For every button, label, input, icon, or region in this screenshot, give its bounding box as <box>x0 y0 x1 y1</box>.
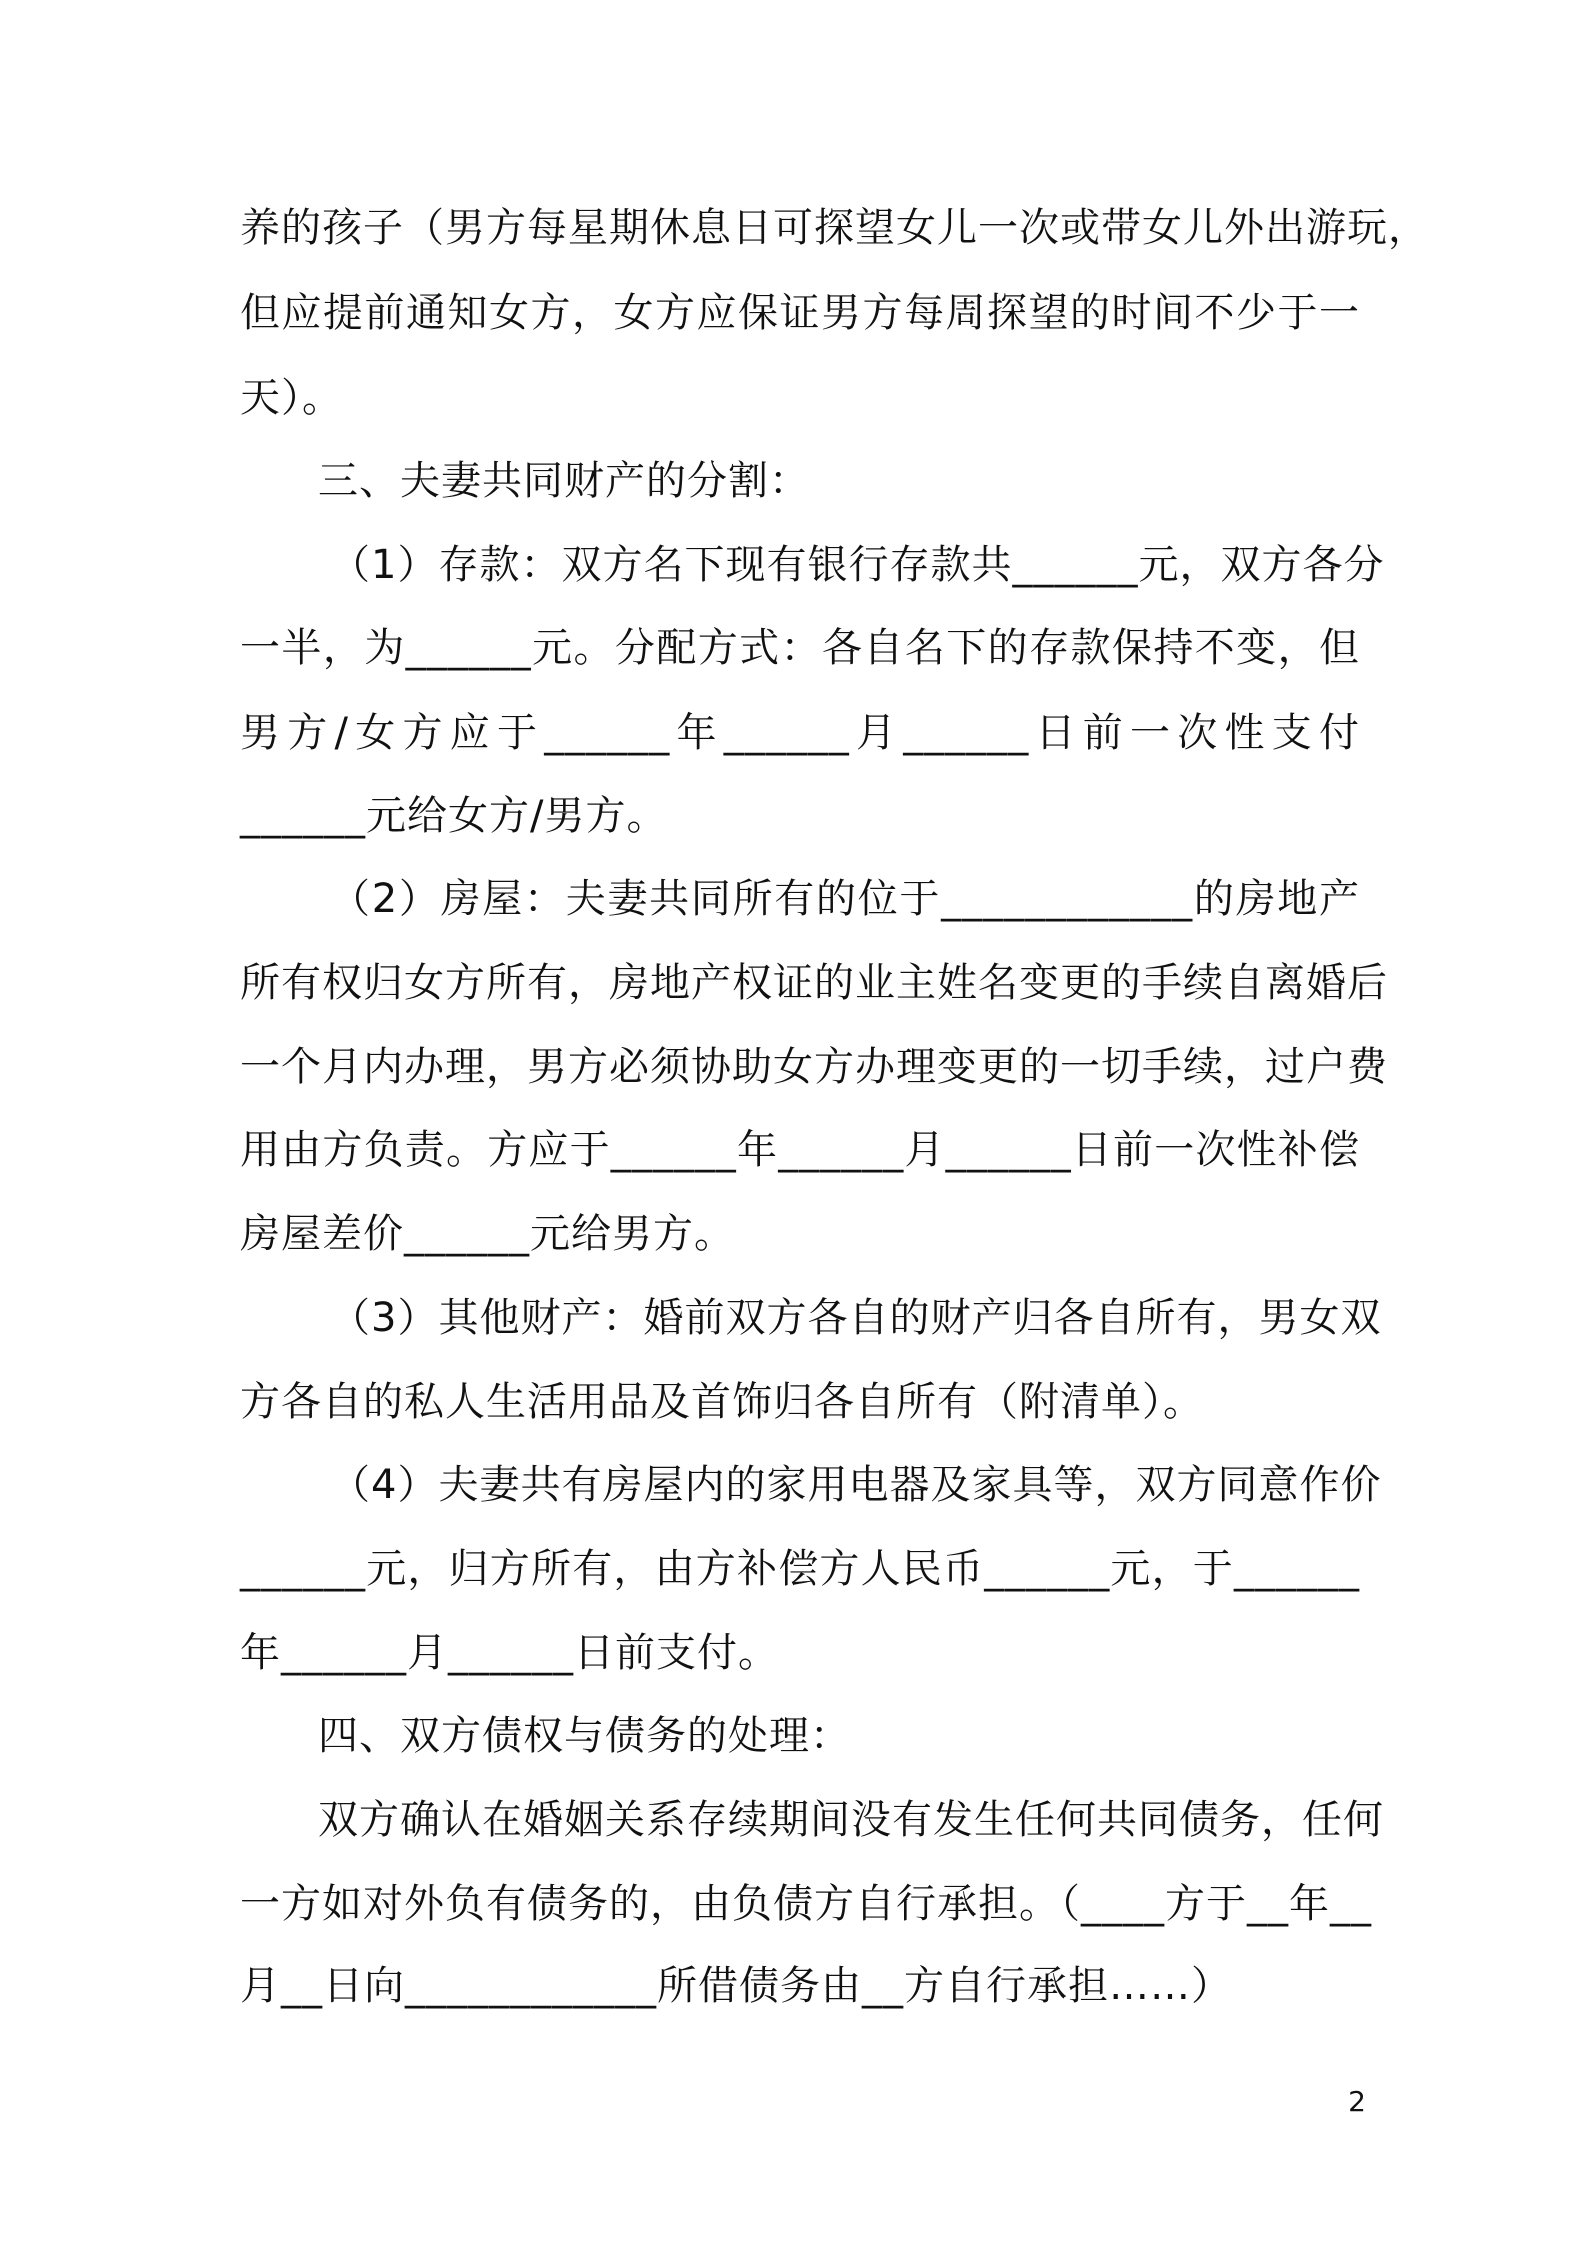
section-heading: 四、双方债权与债务的处理： <box>318 1713 851 1759</box>
paragraph-line: 年______月______日前支付。 <box>240 1630 779 1676</box>
paragraph-line: ______元，归方所有，由方补偿方人民币______元，于______ <box>240 1546 1360 1592</box>
paragraph-line: 所有权归女方所有，房地产权证的业主姓名变更的手续自离婚后 <box>240 960 1388 1006</box>
paragraph-line: 用由方负责。方应于______年______月______日前一次性补偿 <box>240 1127 1360 1173</box>
page-number: 2 <box>1348 2085 1366 2118</box>
paragraph-line: 一半，为______元。分配方式：各自名下的存款保持不变，但 <box>240 625 1360 671</box>
paragraph-line: （2）房屋：夫妻共同所有的位于____________的房地产 <box>330 876 1360 922</box>
paragraph-line: 房屋差价______元给男方。 <box>240 1211 735 1257</box>
paragraph-line: 但应提前通知女方，女方应保证男方每周探望的时间不少于一 <box>240 290 1360 336</box>
paragraph-line: 双方确认在婚姻关系存续期间没有发生任何共同债务，任何 <box>318 1797 1384 1843</box>
paragraph-line: 方各自的私人生活用品及首饰归各自所有（附清单）。 <box>240 1379 1204 1425</box>
paragraph-line: 一方如对外负有债务的，由负债方自行承担。（____方于__年__ <box>240 1881 1372 1927</box>
paragraph-line: 月__日向____________所借债务由__方自行承担……） <box>240 1963 1232 2009</box>
paragraph-line: 天）。 <box>240 375 343 421</box>
paragraph-line: 男方/女方应于______年______月______日前一次性支付 <box>240 710 1360 756</box>
paragraph-line: ______元给女方/男方。 <box>240 793 668 839</box>
section-heading: 三、夫妻共同财产的分割： <box>318 458 810 504</box>
paragraph-line: 养的孩子（男方每星期休息日可探望女儿一次或带女儿外出游玩， <box>240 205 1429 251</box>
paragraph-line: （3）其他财产：婚前双方各自的财产归各自所有，男女双 <box>330 1295 1382 1341</box>
paragraph-line: （1）存款：双方名下现有银行存款共______元，双方各分 <box>330 542 1385 588</box>
paragraph-line: （4）夫妻共有房屋内的家用电器及家具等，双方同意作价 <box>330 1462 1382 1508</box>
paragraph-line: 一个月内办理，男方必须协助女方办理变更的一切手续，过户费 <box>240 1044 1388 1090</box>
